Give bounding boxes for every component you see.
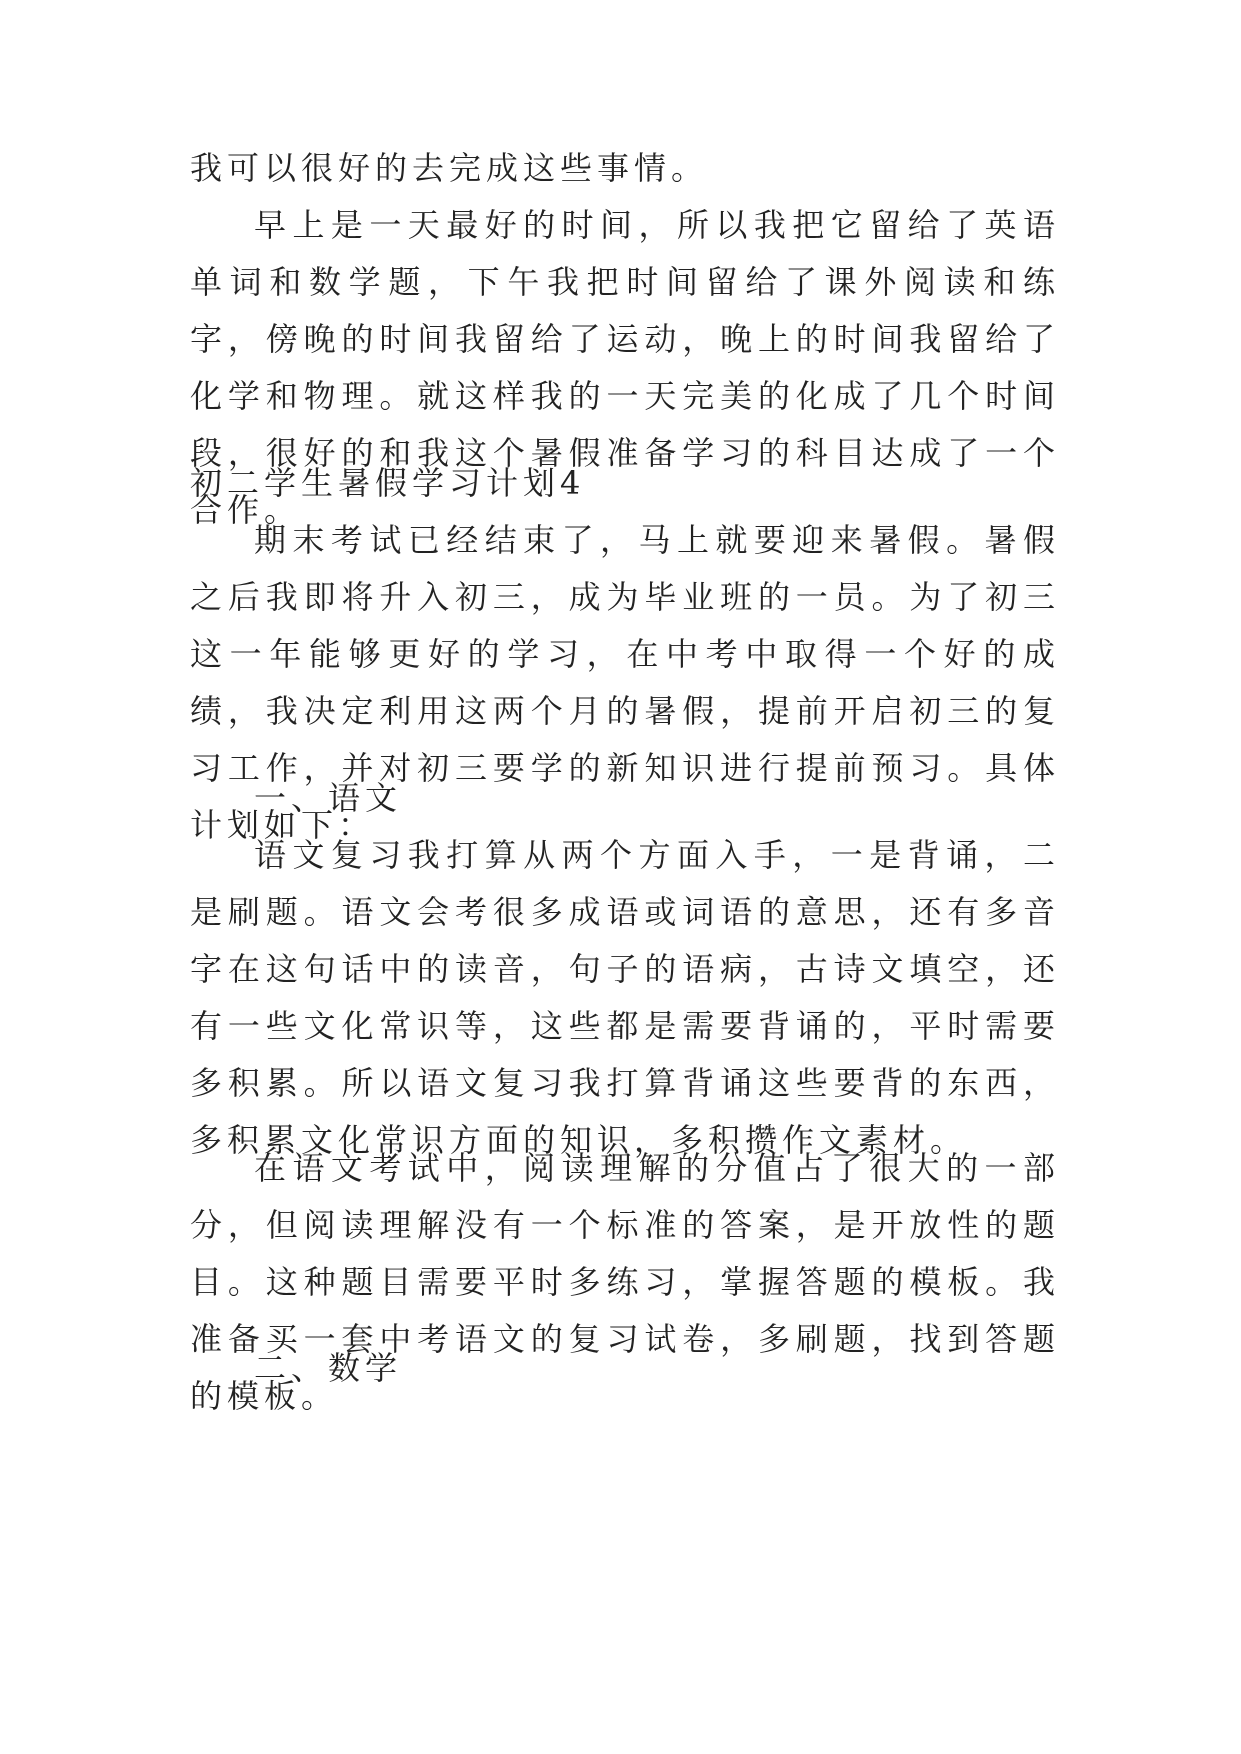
heading-study-plan-4: 初二学生暑假学习计划4 [190, 464, 586, 502]
paragraph-continuation: 我可以很好的去完成这些事情。 [190, 149, 709, 187]
paragraph-reading-comprehension: 在语文考试中，阅读理解的分值占了很大的一部分，但阅读理解没有一个标准的答案，是开放性的题目。这种题目需要平时多练习，掌握答题的模板。我准备买一套中考语文的复习试卷，多刷题，找到答题的模板。 [190, 1149, 1060, 1415]
paragraph-daily-schedule: 早上是一天最好的时间，所以我把它留给了英语单词和数学题，下午我把时间留给了课外阅读和练字，傍晚的时间我留给了运动，晚上的时间我留给了化学和物理。就这样我的一天完美的化成了几个时间段，很好的和我这个暑假准备学习的科目达成了一个合作。 [190, 206, 1060, 529]
paragraph-chinese-review: 语文复习我打算从两个方面入手，一是背诵，二是刷题。语文会考很多成语或词语的意思，还有多音字在这句话中的读音，句子的语病，古诗文填空，还有一些文化常识等，这些都是需要背诵的，平时需要多积累。所以语文复习我打算背诵这些要背的东西，多积累文化常识方面的知识，多积攒作文素材。 [190, 836, 1060, 1159]
section-heading-math: 二、数学 [254, 1349, 403, 1387]
paragraph-introduction: 期末考试已经结束了，马上就要迎来暑假。暑假之后我即将升入初三，成为毕业班的一员。为了初三这一年能够更好的学习，在中考中取得一个好的成绩，我决定利用这两个月的暑假，提前开启初三的复习工作，并对初三要学的新知识进行提前预习。具体计划如下： [190, 521, 1060, 844]
section-heading-chinese: 一、语文 [254, 779, 403, 817]
